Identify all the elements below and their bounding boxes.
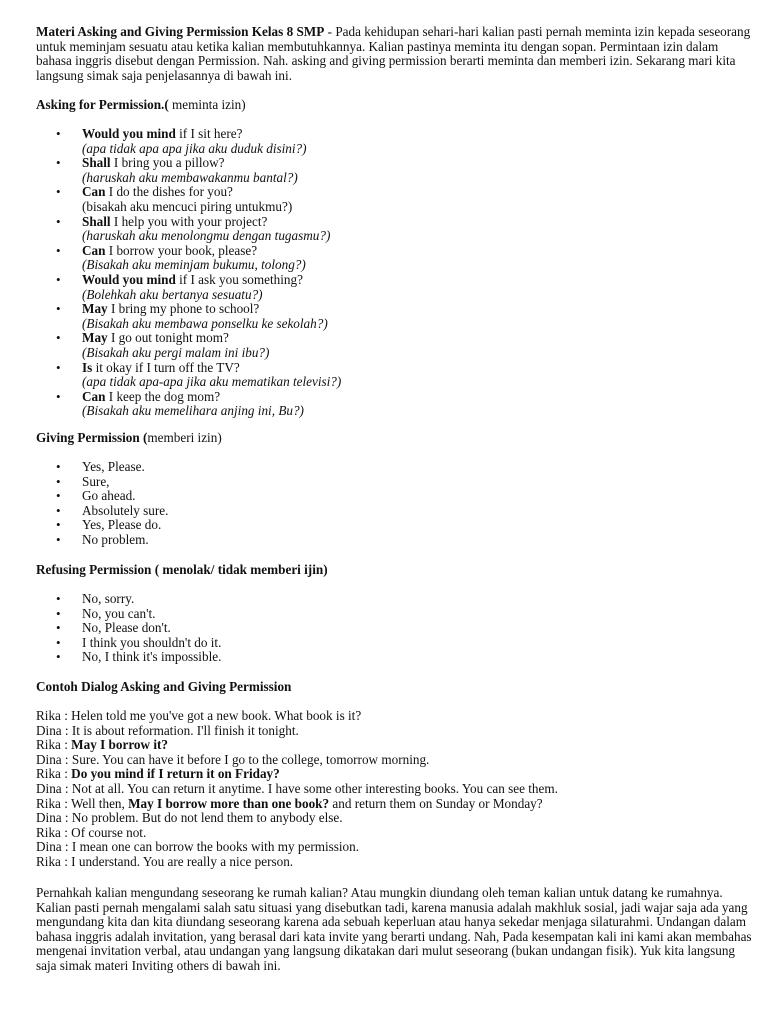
asking-heading-bold: Asking for Permission.( [36, 97, 169, 112]
refusing-item: • I think you shouldn't do it. [36, 636, 756, 651]
dialog-speaker: Rika : [36, 853, 72, 869]
asking-item-translation: (Bisakah aku membawa ponselku ke sekolah?) [82, 315, 328, 331]
giving-item: • Sure, [36, 475, 756, 490]
dialog-speaker: Rika : [36, 708, 72, 723]
asking-item-translation: (Bolehkah aku bertanya sesuatu?) [82, 286, 263, 302]
asking-item-text: if I ask you something? [175, 271, 303, 287]
refusing-heading [36, 563, 756, 578]
asking-item [36, 302, 756, 331]
giving-heading [36, 431, 756, 446]
asking-item-text: I bring you a pillow? [110, 155, 225, 171]
giving-item: • No problem. [36, 533, 756, 548]
asking-item [36, 273, 756, 302]
asking-item-translation: (haruskah aku menolongmu dengan tugasmu?) [82, 228, 331, 244]
dialog-line [36, 840, 756, 855]
giving-heading-rest: memberi izin) [147, 430, 222, 445]
dialog-speaker: Dina : [36, 751, 72, 767]
dialog-utterance: Helen told me you've got a new book. What book is it? [71, 708, 362, 723]
giving-list [36, 460, 756, 548]
asking-item-translation: (Bisakah aku pergi malam ini ibu?) [82, 344, 270, 360]
refusing-heading-text: Refusing Permission ( menolak/ tidak memberi ijin) [36, 562, 328, 577]
giving-heading-bold: Giving Permission ( [36, 430, 148, 445]
asking-item [36, 390, 756, 419]
asking-heading-rest: meminta izin) [168, 97, 246, 112]
asking-item-translation: (haruskah aku membawakanmu bantal?) [82, 169, 298, 185]
dialog-line [36, 738, 756, 753]
asking-item [36, 127, 756, 156]
inviting-paragraph: Pernahkah kalian mengundang seseorang ke rumah kalian? Atau mungkin diundang oleh teman kalian untuk datang ke rumahnya. Kalian pasti pernah mengalami salah satu situasi yang disebutkan tadi, karena manusia adalah makhluk sosial, jadi wajar saja ada yang mengundang kita dan kita diundang seseorang karena ada sebuah keperluan atau hanya sekedar menjaga silaturahmi. Undangan dalam bahasa inggris adalah invitation, yang berasal dari kata invite yang berarti undang. Nah, Pada kesempatan kali ini kami akan membahas mengenai invitation verbal, atau undangan yang langsung dikatakan dari mulut seseorang (bukan undangan fisik). Yuk kita langsung saja simak materi Inviting others di bawah ini. [36, 885, 752, 973]
asking-item-text: I keep the dog mom? [105, 388, 221, 404]
dialog-heading [36, 680, 756, 695]
dialog-utterance: May I borrow more than one book? [128, 795, 330, 811]
dialog-utterance: Well then, [70, 795, 129, 811]
dialog-utterance: and return them on Sunday or Monday? [329, 795, 543, 811]
intro-paragraph [36, 25, 756, 83]
asking-item-text: if I sit here? [175, 126, 243, 141]
asking-item-translation: (apa tidak apa apa jika aku duduk disini?) [82, 140, 307, 156]
asking-item [36, 185, 756, 214]
dialog-line [36, 797, 756, 812]
dialog-speaker: Dina : [36, 780, 72, 796]
dialog-speaker: Dina : [36, 810, 72, 826]
dialog-utterance: I understand. You are really a nice person. [71, 853, 294, 869]
dialog-utterance: Do you mind if I return it on Friday? [71, 766, 280, 782]
dialog-speaker: Rika : [36, 766, 72, 782]
dialog-utterance: Sure. You can have it before I go to the college, tomorrow morning. [71, 751, 430, 767]
asking-item-text: I do the dishes for you? [105, 184, 233, 200]
asking-item-keyword: May [82, 330, 108, 346]
dialog-speaker: Dina : [36, 839, 72, 855]
dialog-line [36, 811, 756, 826]
intro-separator: - [324, 24, 336, 39]
dialog-speaker: Dina : [36, 722, 72, 738]
asking-item-text: it okay if I turn off the TV? [92, 359, 240, 375]
dialog-utterance: Of course not. [71, 824, 147, 840]
refusing-item: • No, sorry. [36, 592, 756, 607]
giving-item: • Yes, Please do. [36, 518, 756, 533]
asking-item-keyword: May [82, 301, 108, 317]
asking-item-text: I go out tonight mom? [107, 330, 229, 346]
asking-item [36, 331, 756, 360]
asking-list [36, 127, 756, 419]
asking-item-text: I bring my phone to school? [107, 301, 260, 317]
asking-item-keyword: Shall [82, 155, 111, 171]
asking-item [36, 244, 756, 273]
dialog-line [36, 855, 756, 870]
giving-item: • Go ahead. [36, 489, 756, 504]
dialog-utterance: Not at all. You can return it anytime. I have some other interesting books. You can see them. [71, 780, 558, 796]
dialog-speaker: Rika : [36, 737, 72, 753]
asking-item-text: I help you with your project? [110, 213, 268, 229]
asking-item [36, 156, 756, 185]
dialog-utterance: It is about reformation. I'll finish it tonight. [71, 722, 299, 738]
asking-item-keyword: Can [82, 184, 106, 200]
dialog-speaker: Rika : [36, 824, 72, 840]
dialog-line [36, 782, 756, 797]
dialog-speaker: Rika : [36, 795, 71, 811]
asking-item [36, 361, 756, 390]
asking-item-keyword: Would you mind [82, 126, 176, 141]
intro-title: Materi Asking and Giving Permission Kelas 8 SMP [36, 24, 325, 39]
dialog-line [36, 724, 756, 739]
dialog-line [36, 826, 756, 841]
dialog-utterance: No problem. But do not lend them to anybody else. [71, 810, 343, 826]
refusing-item: • No, Please don't. [36, 621, 756, 636]
asking-item-translation: (bisakah aku mencuci piring untukmu?) [82, 198, 293, 214]
intro-body: Pada kehidupan sehari-hari kalian pasti pernah meminta izin kepada seseorang untuk meminjam sesuatu atau ketika kalian membutuhkannya. Kalian pastinya meminta itu dengan sopan. Permintaan izin dalam bahasa inggris disebut dengan Permission. Nah. asking and giving permission berarti meminta dan memberi izin. Sekarang mari kita langsung simak saja penjelasannya di bawah ini. [36, 24, 751, 83]
asking-item-keyword: Would you mind [82, 271, 176, 287]
refusing-item: • No, you can't. [36, 607, 756, 622]
dialog-line [36, 767, 756, 782]
asking-heading [36, 98, 756, 113]
giving-item: • Yes, Please. [36, 460, 756, 475]
dialog-heading-text: Contoh Dialog Asking and Giving Permission [36, 679, 292, 694]
asking-item [36, 215, 756, 244]
asking-item-text: I borrow your book, please? [105, 242, 258, 258]
dialog-line [36, 709, 756, 724]
dialog-line [36, 753, 756, 768]
asking-item-translation: (Bisakah aku memelihara anjing ini, Bu?) [82, 403, 304, 419]
dialog-utterance: May I borrow it? [71, 737, 168, 753]
dialog-utterance: I mean one can borrow the books with my permission. [71, 839, 360, 855]
dialog-block [36, 709, 756, 870]
refusing-item: • No, I think it's impossible. [36, 650, 756, 665]
giving-item: • Absolutely sure. [36, 504, 756, 519]
asking-item-keyword: Can [82, 242, 106, 258]
asking-item-translation: (Bisakah aku meminjam bukumu, tolong?) [82, 257, 306, 273]
asking-item-keyword: Can [82, 388, 106, 404]
asking-item-keyword: Is [82, 359, 93, 375]
asking-item-keyword: Shall [82, 213, 111, 229]
asking-item-translation: (apa tidak apa-apa jika aku mematikan televisi?) [82, 374, 342, 390]
refusing-list [36, 592, 756, 665]
